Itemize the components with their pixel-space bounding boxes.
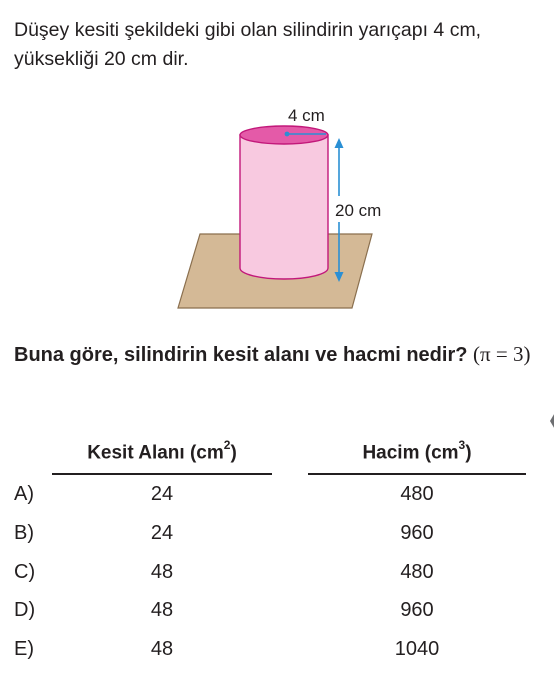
radius-label: 4 cm <box>288 106 325 125</box>
height-label: 20 cm <box>335 201 382 220</box>
header-rule-volume <box>308 473 526 475</box>
option-volume-value: 1040 <box>394 638 440 660</box>
header-volume: Hacim $(cm^3)$ <box>362 438 472 464</box>
question-bold: Buna göre, silindirin kesit alanı ve hacmi nedir? <box>14 344 468 366</box>
header-rule-area <box>52 473 272 475</box>
cylinder-body <box>240 135 328 279</box>
answer-option-e[interactable] <box>0 638 554 668</box>
answer-option-d[interactable] <box>0 599 554 629</box>
option-letter: A) <box>14 483 34 505</box>
page-edge-marker <box>546 404 554 438</box>
option-volume-value: 960 <box>400 599 434 621</box>
option-letter: E) <box>14 638 34 660</box>
answer-option-a[interactable] <box>0 483 554 513</box>
option-area-value: 48 <box>150 561 174 583</box>
option-letter: D) <box>14 599 36 621</box>
option-area-value: 24 <box>150 522 174 544</box>
option-volume-value: 960 <box>400 522 434 544</box>
center-dot <box>285 132 290 137</box>
option-volume-value: 480 <box>400 483 434 505</box>
cylinder-figure <box>0 0 554 340</box>
answer-option-c[interactable] <box>0 561 554 591</box>
option-volume-value: 480 <box>400 561 434 583</box>
option-area-value: 48 <box>150 638 174 660</box>
option-area-value: 24 <box>150 483 174 505</box>
header-cross-section-area: Kesit Alanı $(cm^2)$ <box>87 438 237 464</box>
pi-value-note: (π = 3) <box>473 342 531 366</box>
option-letter: C) <box>14 561 36 583</box>
question-text <box>14 340 534 370</box>
option-area-value: 48 <box>150 599 174 621</box>
height-arrow-top-head <box>335 138 344 148</box>
cylinder-top <box>240 126 328 144</box>
problem-intro: Düşey kesiti şekildeki gibi olan silindirin yarıçapı 4 cm, yüksekliği 20 cm dir. <box>14 19 482 70</box>
answer-option-b[interactable] <box>0 522 554 552</box>
option-letter: B) <box>14 522 34 544</box>
